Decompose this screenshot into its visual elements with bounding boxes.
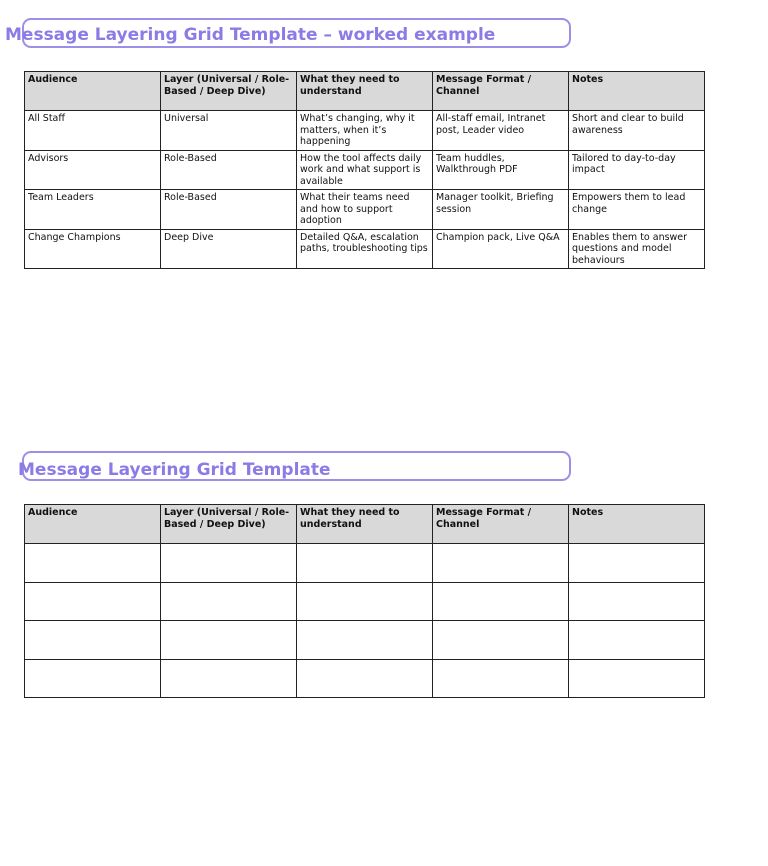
cell-layer-empty[interactable] <box>161 582 297 621</box>
blank-template-body <box>25 544 705 698</box>
header-audience: Audience <box>25 505 161 544</box>
cell-layer: Deep Dive <box>161 229 297 269</box>
cell-notes: Short and clear to build awareness <box>569 111 705 151</box>
table-row <box>25 150 705 190</box>
cell-notes-empty[interactable] <box>569 659 705 698</box>
cell-audience-empty[interactable] <box>25 582 161 621</box>
cell-message-format-empty[interactable] <box>433 544 569 583</box>
cell-what-they-need: How the tool affects daily work and what support is available <box>297 150 433 190</box>
cell-layer-empty[interactable] <box>161 621 297 660</box>
table-row <box>25 111 705 151</box>
cell-audience: Advisors <box>25 150 161 190</box>
cell-layer-empty[interactable] <box>161 544 297 583</box>
cell-audience-empty[interactable] <box>25 544 161 583</box>
cell-audience-empty[interactable] <box>25 659 161 698</box>
cell-notes: Tailored to day-to-day impact <box>569 150 705 190</box>
worked-example-title: Message Layering Grid Template – worked example <box>5 25 496 45</box>
cell-message-format-empty[interactable] <box>433 621 569 660</box>
cell-audience-empty[interactable] <box>25 621 161 660</box>
worked-example-table <box>24 71 705 269</box>
header-notes: Notes <box>569 72 705 111</box>
cell-layer: Role-Based <box>161 150 297 190</box>
cell-what-they-need: What their teams need and how to support adoption <box>297 190 433 230</box>
header-notes: Notes <box>569 505 705 544</box>
cell-what-they-need-empty[interactable] <box>297 621 433 660</box>
cell-audience: Team Leaders <box>25 190 161 230</box>
header-layer: Layer (Universal / Role-Based / Deep Dive) <box>161 72 297 111</box>
table-row <box>25 544 705 583</box>
header-message-format: Message Format / Channel <box>433 72 569 111</box>
cell-message-format: Manager toolkit, Briefing session <box>433 190 569 230</box>
cell-audience: Change Champions <box>25 229 161 269</box>
cell-what-they-need-empty[interactable] <box>297 659 433 698</box>
cell-what-they-need-empty[interactable] <box>297 544 433 583</box>
table-header-row <box>25 505 705 544</box>
header-what-they-need: What they need to understand <box>297 72 433 111</box>
cell-message-format: Champion pack, Live Q&A <box>433 229 569 269</box>
cell-notes-empty[interactable] <box>569 544 705 583</box>
cell-notes: Empowers them to lead change <box>569 190 705 230</box>
table-header-row <box>25 72 705 111</box>
table-row <box>25 190 705 230</box>
cell-message-format-empty[interactable] <box>433 659 569 698</box>
cell-notes-empty[interactable] <box>569 582 705 621</box>
cell-layer: Role-Based <box>161 190 297 230</box>
cell-message-format-empty[interactable] <box>433 582 569 621</box>
cell-layer: Universal <box>161 111 297 151</box>
table-row <box>25 229 705 269</box>
table-row <box>25 621 705 660</box>
table-row <box>25 659 705 698</box>
cell-notes: Enables them to answer questions and model behaviours <box>569 229 705 269</box>
cell-what-they-need: What’s changing, why it matters, when it’s happening <box>297 111 433 151</box>
header-what-they-need: What they need to understand <box>297 505 433 544</box>
header-layer: Layer (Universal / Role-Based / Deep Dive) <box>161 505 297 544</box>
cell-audience: All Staff <box>25 111 161 151</box>
cell-notes-empty[interactable] <box>569 621 705 660</box>
cell-message-format: All-staff email, Intranet post, Leader video <box>433 111 569 151</box>
cell-layer-empty[interactable] <box>161 659 297 698</box>
cell-what-they-need: Detailed Q&A, escalation paths, troubleshooting tips <box>297 229 433 269</box>
cell-what-they-need-empty[interactable] <box>297 582 433 621</box>
table-row <box>25 582 705 621</box>
template-title: Message Layering Grid Template <box>18 460 331 480</box>
blank-template-table <box>24 504 705 698</box>
cell-message-format: Team huddles, Walkthrough PDF <box>433 150 569 190</box>
header-message-format: Message Format / Channel <box>433 505 569 544</box>
header-audience: Audience <box>25 72 161 111</box>
